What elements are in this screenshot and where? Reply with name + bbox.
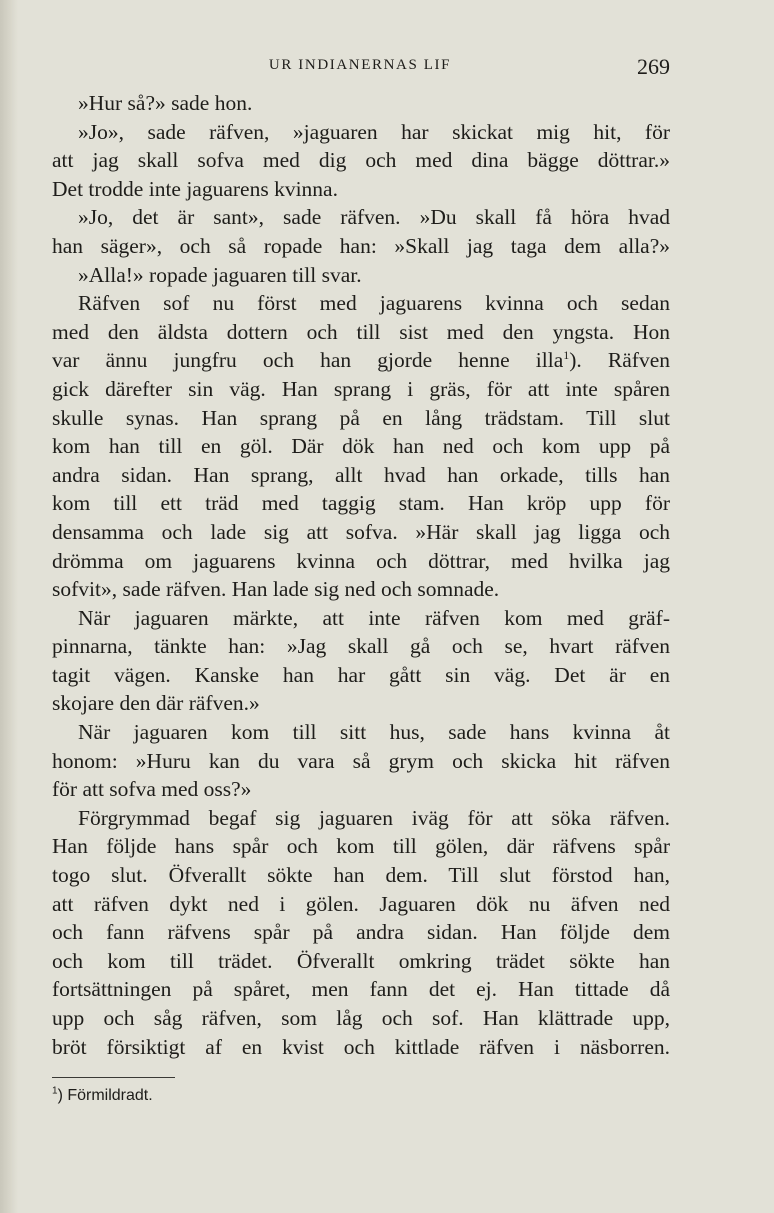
- text-line: När jaguaren märkte, att inte räfven kom med gräf-: [78, 605, 670, 630]
- running-head: UR INDIANERNAS LIF: [268, 57, 452, 73]
- page-edge-shadow: [0, 0, 18, 1213]
- text-line-segment: ). Räfven: [569, 348, 670, 373]
- text-line: pinnarna, tänkte han: »Jag skall gå och se, hvart räfven: [52, 634, 670, 659]
- text-line: för att sofva med oss?»: [52, 777, 252, 802]
- text-line: honom: »Huru kan du vara så grym och skicka hit räfven: [52, 748, 670, 773]
- text-line: »Hur så?» sade hon.: [78, 91, 253, 115]
- footnote-text: ) Förmildradt.: [57, 1087, 153, 1104]
- text-line: bröt försiktigt af en kvist och kittlade räfven i näsborren.: [52, 1034, 670, 1059]
- text-line: togo slut. Öfverallt sökte han dem. Till slut förstod han,: [52, 863, 670, 888]
- text-line: sofvit», sade räfven. Han lade sig ned och somnade.: [52, 577, 500, 602]
- text-line: att räfven dykt ned i gölen. Jaguaren dök nu äfven ned: [52, 891, 670, 916]
- text-line-segment: var ännu jungfru och han gjorde henne illa: [52, 348, 564, 373]
- page-number: 269: [637, 54, 670, 79]
- footnote: [52, 1087, 153, 1105]
- footnote-reference: 1: [563, 348, 570, 363]
- text-line: skulle synas. Han sprang på en lång trädstam. Till slut: [52, 405, 670, 430]
- page-header: [50, 54, 670, 84]
- text-line: drömma om jaguarens kvinna och döttrar, med hvilka jag: [52, 548, 670, 573]
- text-line: Förgrymmad begaf sig jaguaren iväg för att söka räfven.: [78, 805, 670, 830]
- text-line: tagit vägen. Kanske han har gått sin väg. Det är en: [52, 662, 670, 687]
- text-line: kom till ett träd med taggig stam. Han kröp upp för: [52, 491, 670, 516]
- text-line: Räfven sof nu först med jaguarens kvinna och sedan: [78, 291, 670, 316]
- text-line: kom han till en göl. Där dök han ned och kom upp på: [52, 434, 670, 459]
- text-line: med den äldsta dottern och till sist med den yngsta. Hon: [52, 319, 670, 344]
- text-line: gick därefter sin väg. Han sprang i gräs, för att inte spåren: [52, 376, 670, 401]
- text-line: andra sidan. Han sprang, allt hvad han orkade, tills han: [52, 462, 670, 487]
- footnote-marker: 1: [52, 1085, 58, 1097]
- text-line: och kom till trädet. Öfverallt omkring trädet sökte han: [52, 948, 670, 973]
- text-line: »Jo, det är sant», sade räfven. »Du skall få höra hvad: [78, 205, 670, 230]
- text-line: densamma och lade sig att sofva. »Här skall jag ligga och: [52, 519, 670, 544]
- text-line: skojare den där räfven.»: [52, 691, 260, 716]
- text-line: att jag skall sofva med dig och med dina bägge döttrar.»: [52, 148, 670, 173]
- text-line: »Jo», sade räfven, »jaguaren har skickat mig hit, för: [78, 119, 670, 144]
- text-line: och fann räfvens spår på andra sidan. Han följde dem: [52, 920, 670, 945]
- text-line: Han följde hans spår och kom till gölen, där räfvens spår: [52, 834, 670, 859]
- text-line: upp och såg räfven, som låg och sof. Han klättrade upp,: [52, 1006, 670, 1030]
- text-line: Det trodde inte jaguarens kvinna.: [52, 176, 338, 201]
- text-line: han säger», och så ropade han: »Skall jag taga dem alla?»: [52, 233, 670, 258]
- body-text: [52, 89, 670, 1061]
- text-line: När jaguaren kom till sitt hus, sade hans kvinna åt: [78, 720, 670, 745]
- text-line: fortsättningen på spåret, men fann det ej. Han tittade då: [52, 977, 670, 1002]
- text-line: »Alla!» ropade jaguaren till svar.: [78, 262, 362, 287]
- text-line-with-footnote: [52, 346, 670, 375]
- footnote-divider: [52, 1077, 175, 1078]
